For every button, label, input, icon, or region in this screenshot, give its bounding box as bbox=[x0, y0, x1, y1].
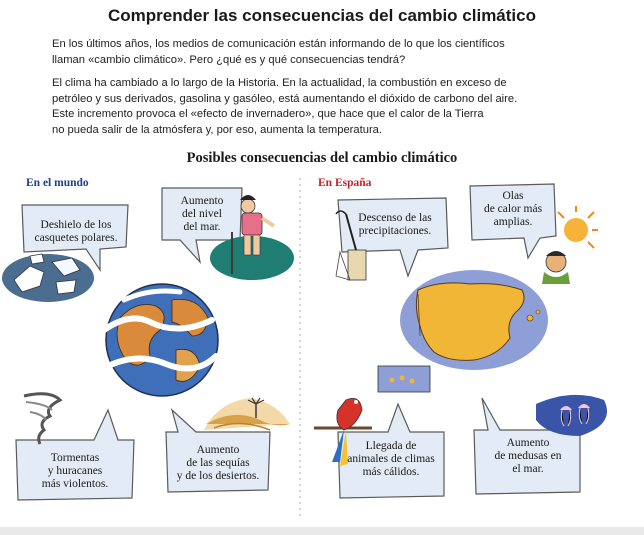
world-bubble-tormentas-text bbox=[18, 452, 132, 491]
bubble-line: del mar. bbox=[183, 221, 221, 233]
spain-bubble-precipitaciones-text bbox=[342, 212, 448, 238]
bubble-line: más violentos. bbox=[41, 478, 109, 490]
bubble-line: y huracanes bbox=[47, 465, 103, 477]
explanation-line: petróleo y sus derivados, gasolina y gasóleo, está aumentando el dióxido de carbono del aire. bbox=[52, 92, 518, 105]
region-heading-spain: En España bbox=[318, 177, 372, 189]
spain-map-illustration bbox=[378, 270, 548, 392]
ice-floes-illustration bbox=[2, 254, 94, 302]
desert-illustration bbox=[204, 398, 290, 430]
bubble-line: de las sequías bbox=[186, 457, 250, 469]
intro-line: En los últimos años, los medios de comunicación están informando de lo que los científicos bbox=[52, 38, 505, 50]
bubble-line: precipitaciones. bbox=[358, 225, 432, 237]
bubble-line: Tormentas bbox=[50, 452, 100, 464]
explanation-line: El clima ha cambiado a lo largo de la Historia. En la actualidad, la combustión en exceso de bbox=[52, 77, 507, 89]
bubble-line: casquetes polares. bbox=[34, 232, 118, 244]
footer-bar bbox=[0, 527, 644, 535]
bubble-line: Deshielo de los bbox=[40, 219, 112, 231]
explanation-line: Este incremento provoca el «efecto de invernadero», que hace que el calor de la Tierra bbox=[52, 108, 484, 120]
bubble-line: de medusas en bbox=[494, 450, 562, 462]
bubble-line: Aumento bbox=[196, 444, 240, 456]
explanation-line: no pueda salir de la atmósfera y, por eso, aumenta la temperatura. bbox=[52, 123, 383, 136]
spain-bubble-olas-text bbox=[470, 190, 556, 229]
bubble-line: y de los desiertos. bbox=[176, 470, 260, 482]
region-heading-world: En el mundo bbox=[26, 177, 89, 189]
page-title: Comprender las consecuencias del cambio climático bbox=[108, 6, 536, 25]
bubble-line: de calor más bbox=[483, 203, 543, 215]
world-bubble-deshielo-text bbox=[24, 219, 128, 245]
globe-illustration bbox=[104, 284, 218, 396]
bubble-line: más cálidos. bbox=[362, 466, 420, 478]
world-bubble-sequias-text bbox=[166, 444, 270, 483]
bubble-line: Aumento bbox=[506, 437, 550, 449]
tornado-illustration bbox=[24, 394, 60, 444]
bubble-line: el mar. bbox=[512, 463, 544, 475]
bubble-line: Aumento bbox=[180, 195, 224, 207]
intro-line: llaman «cambio climático». Pero ¿qué es y qué consecuencias tendrá? bbox=[52, 53, 406, 66]
bubble-line: amplias. bbox=[493, 216, 533, 228]
bubble-line: Olas bbox=[502, 190, 524, 202]
bubble-line: Descenso de las bbox=[358, 212, 432, 224]
spain-bubble-medusas-text bbox=[476, 437, 580, 476]
world-bubble-nivel-text bbox=[162, 195, 242, 234]
section-subtitle: Posibles consecuencias del cambio climático bbox=[186, 150, 458, 166]
bubble-line: del nivel bbox=[182, 208, 222, 220]
bubble-line: animales de climas bbox=[347, 453, 435, 465]
bubble-line: Llegada de bbox=[365, 440, 417, 452]
spain-bubble-animales-text bbox=[338, 440, 444, 479]
